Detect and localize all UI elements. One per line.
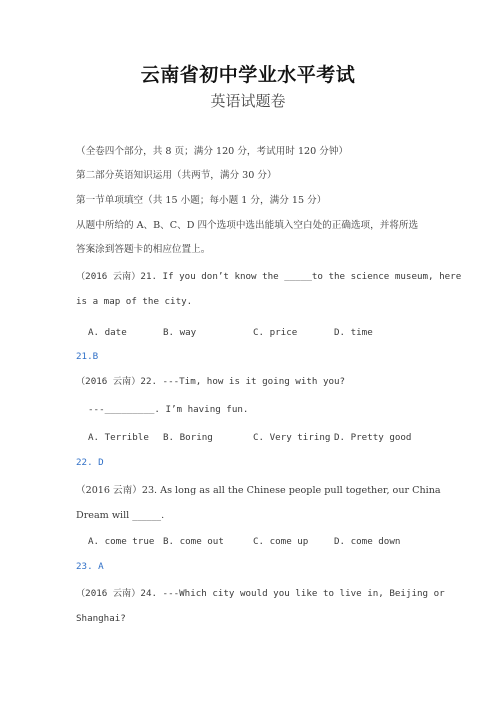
question-23-option-d: D. come down — [334, 536, 401, 547]
part-two-heading: 第二部分英语知识运用（共两节，满分 30 分） — [76, 170, 277, 181]
question-21-option-d: D. time — [334, 327, 373, 338]
exam-subtitle: 英语试题卷 — [210, 92, 286, 110]
question-22-option-a: A. Terrible — [88, 432, 149, 443]
question-22-option-d: D. Pretty good — [334, 432, 412, 443]
question-23-line-2: Dream will ______. — [76, 510, 165, 521]
question-22-option-c: C. Very tiring — [253, 432, 331, 443]
question-22-answer: 22. D — [76, 457, 104, 468]
question-22-line-1: （2016 云南）22. ---Tim, how is it going with you? — [76, 376, 346, 387]
question-22-line-2: ---_________. I’m having fun. — [88, 404, 249, 415]
question-21-line-1: （2016 云南）21. If you don’t know the _____to the science museum, here — [76, 271, 462, 282]
question-21-option-b: B. way — [163, 327, 197, 338]
question-21-line-2: is a map of the city. — [76, 296, 193, 307]
question-21-option-a: A. date — [88, 327, 127, 338]
question-22-option-b: B. Boring — [163, 432, 213, 443]
question-23-line-1: （2016 云南）23. As long as all the Chinese people pull together, our China — [76, 485, 441, 496]
question-23-option-a: A. come true — [88, 536, 155, 547]
question-21-option-c: C. price — [253, 327, 298, 338]
section-one-heading: 第一节单项填空（共 15 小题；每小题 1 分，满分 15 分） — [76, 195, 327, 206]
question-23-option-b: B. come out — [163, 536, 224, 547]
instruction-line-1: 从题中所给的 A、B、C、D 四个选项中选出能填入空白处的正确选项，并将所选 — [76, 220, 419, 231]
question-21-answer: 21.B — [76, 351, 99, 362]
exam-title: 云南省初中学业水平考试 — [140, 64, 356, 86]
exam-info: （全卷四个部分，共 8 页；满分 120 分，考试用时 120 分钟） — [76, 146, 349, 157]
question-24-line-1: （2016 云南）24. ---Which city would you like to live in, Beijing or — [76, 588, 445, 599]
question-23-option-c: C. come up — [253, 536, 309, 547]
question-24-line-2: Shanghai? — [76, 613, 126, 624]
instruction-line-2: 答案涂到答题卡的相应位置上。 — [76, 244, 211, 255]
question-23-answer: 23. A — [76, 561, 104, 572]
